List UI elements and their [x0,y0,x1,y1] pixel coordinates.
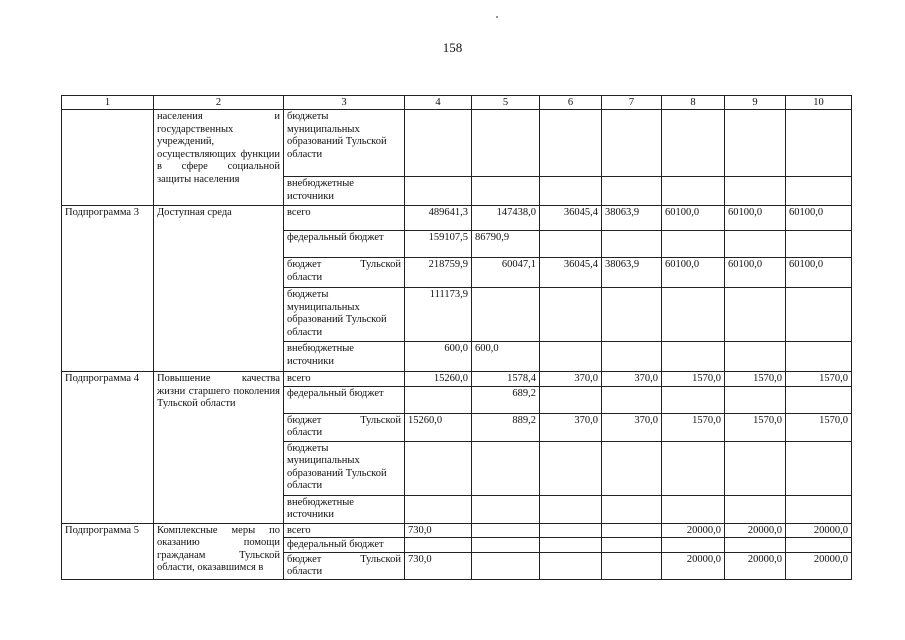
value-cell [602,523,662,538]
source-cell: внебюджетные источники [284,177,405,206]
value-cell: 1578,4 [472,372,540,387]
value-cell [725,288,786,342]
value-cell [405,495,472,523]
value-cell [725,495,786,523]
header-cell: 7 [602,96,662,110]
source-cell: бюджет Тульской области [284,413,405,441]
header-cell: 8 [662,96,725,110]
value-cell: 20000,0 [725,523,786,538]
measure-cell: Повышение качества жизни старшего поколения Тульской области [154,372,284,524]
value-cell [602,495,662,523]
source-cell: федеральный бюджет [284,231,405,258]
header-cell: 2 [154,96,284,110]
value-cell: 60047,1 [472,258,540,288]
value-cell [472,441,540,495]
value-cell [662,231,725,258]
value-cell [725,441,786,495]
value-cell: 60100,0 [725,258,786,288]
value-cell: 1570,0 [662,372,725,387]
value-cell: 15260,0 [405,413,472,441]
value-cell [540,538,602,553]
value-cell [472,110,540,177]
source-cell: бюджеты муниципальных образований Тульской области [284,110,405,177]
value-cell: 489641,3 [405,206,472,231]
header-cell: 6 [540,96,602,110]
value-cell: 20000,0 [662,523,725,538]
value-cell [540,386,602,413]
value-cell [540,231,602,258]
value-cell: 15260,0 [405,372,472,387]
header-cell: 1 [62,96,154,110]
value-cell: 147438,0 [472,206,540,231]
value-cell [725,386,786,413]
value-cell [602,231,662,258]
value-cell: 370,0 [602,372,662,387]
value-cell: 1570,0 [725,413,786,441]
header-cell: 3 [284,96,405,110]
value-cell [662,288,725,342]
value-cell [725,342,786,372]
value-cell [725,231,786,258]
value-cell [472,495,540,523]
value-cell [540,342,602,372]
value-cell [540,523,602,538]
value-cell [786,110,852,177]
value-cell: 60100,0 [725,206,786,231]
value-cell [662,342,725,372]
value-cell [540,441,602,495]
header-row [62,96,852,110]
value-cell: 38063,9 [602,206,662,231]
value-cell [602,552,662,579]
value-cell [725,177,786,206]
value-cell [540,177,602,206]
value-cell [602,288,662,342]
source-cell: бюджеты муниципальных образований Тульской области [284,288,405,342]
subprogram-cell [62,110,154,206]
value-cell: 1570,0 [786,413,852,441]
value-cell [786,386,852,413]
table-row [62,206,852,231]
scan-speck [496,16,498,18]
value-cell [662,386,725,413]
value-cell [405,110,472,177]
source-cell: всего [284,523,405,538]
value-cell [786,441,852,495]
value-cell: 159107,5 [405,231,472,258]
value-cell [662,177,725,206]
value-cell: 1570,0 [786,372,852,387]
value-cell [540,552,602,579]
table-row [62,372,852,387]
budget-table [61,95,852,580]
header-cell: 5 [472,96,540,110]
value-cell [786,288,852,342]
value-cell: 38063,9 [602,258,662,288]
value-cell: 20000,0 [786,523,852,538]
value-cell: 889,2 [472,413,540,441]
value-cell: 60100,0 [662,258,725,288]
value-cell [662,110,725,177]
header-cell: 9 [725,96,786,110]
value-cell [786,342,852,372]
value-cell: 60100,0 [662,206,725,231]
value-cell: 20000,0 [786,552,852,579]
source-cell: внебюджетные источники [284,495,405,523]
measure-cell: Доступная среда [154,206,284,372]
subprogram-cell: Подпрограмма 4 [62,372,154,524]
value-cell: 689,2 [472,386,540,413]
value-cell: 218759,9 [405,258,472,288]
value-cell: 370,0 [602,413,662,441]
value-cell [725,538,786,553]
value-cell [405,538,472,553]
value-cell [662,538,725,553]
value-cell: 1570,0 [725,372,786,387]
value-cell [405,441,472,495]
value-cell [540,288,602,342]
value-cell: 600,0 [405,342,472,372]
source-cell: внебюджетные источники [284,342,405,372]
table-row [62,110,852,177]
value-cell [472,538,540,553]
value-cell [602,386,662,413]
value-cell [472,552,540,579]
source-cell: всего [284,372,405,387]
value-cell: 60100,0 [786,206,852,231]
source-cell: федеральный бюджет [284,386,405,413]
value-cell [602,342,662,372]
value-cell: 20000,0 [725,552,786,579]
measure-cell: Комплексные меры по оказанию помощи гражданам Тульской области, оказавшимся в [154,523,284,579]
value-cell [472,523,540,538]
value-cell [786,538,852,553]
header-cell: 10 [786,96,852,110]
subprogram-cell: Подпрограмма 5 [62,523,154,579]
value-cell [786,177,852,206]
value-cell [786,231,852,258]
value-cell: 20000,0 [662,552,725,579]
source-cell: всего [284,206,405,231]
value-cell: 86790,9 [472,231,540,258]
source-cell: федеральный бюджет [284,538,405,553]
value-cell [662,441,725,495]
value-cell: 600,0 [472,342,540,372]
page-number: 158 [442,40,463,55]
value-cell: 36045,4 [540,206,602,231]
value-cell [725,110,786,177]
value-cell: 1570,0 [662,413,725,441]
subprogram-cell: Подпрограмма 3 [62,206,154,372]
value-cell: 370,0 [540,372,602,387]
value-cell: 111173,9 [405,288,472,342]
value-cell: 730,0 [405,552,472,579]
value-cell: 370,0 [540,413,602,441]
value-cell [405,177,472,206]
value-cell [405,386,472,413]
value-cell [540,110,602,177]
value-cell: 730,0 [405,523,472,538]
value-cell [472,288,540,342]
source-cell: бюджеты муниципальных образований Тульской области [284,441,405,495]
table-row [62,523,852,538]
value-cell [602,177,662,206]
source-cell: бюджет Тульской области [284,552,405,579]
measure-cell: населения и государственных учреждений, осуществляющих функции в сфере социальной защиты населения [154,110,284,206]
value-cell: 60100,0 [786,258,852,288]
header-cell: 4 [405,96,472,110]
value-cell [602,538,662,553]
value-cell [602,441,662,495]
value-cell [540,495,602,523]
value-cell [786,495,852,523]
value-cell: 36045,4 [540,258,602,288]
value-cell [472,177,540,206]
source-cell: бюджет Тульской области [284,258,405,288]
value-cell [662,495,725,523]
value-cell [602,110,662,177]
